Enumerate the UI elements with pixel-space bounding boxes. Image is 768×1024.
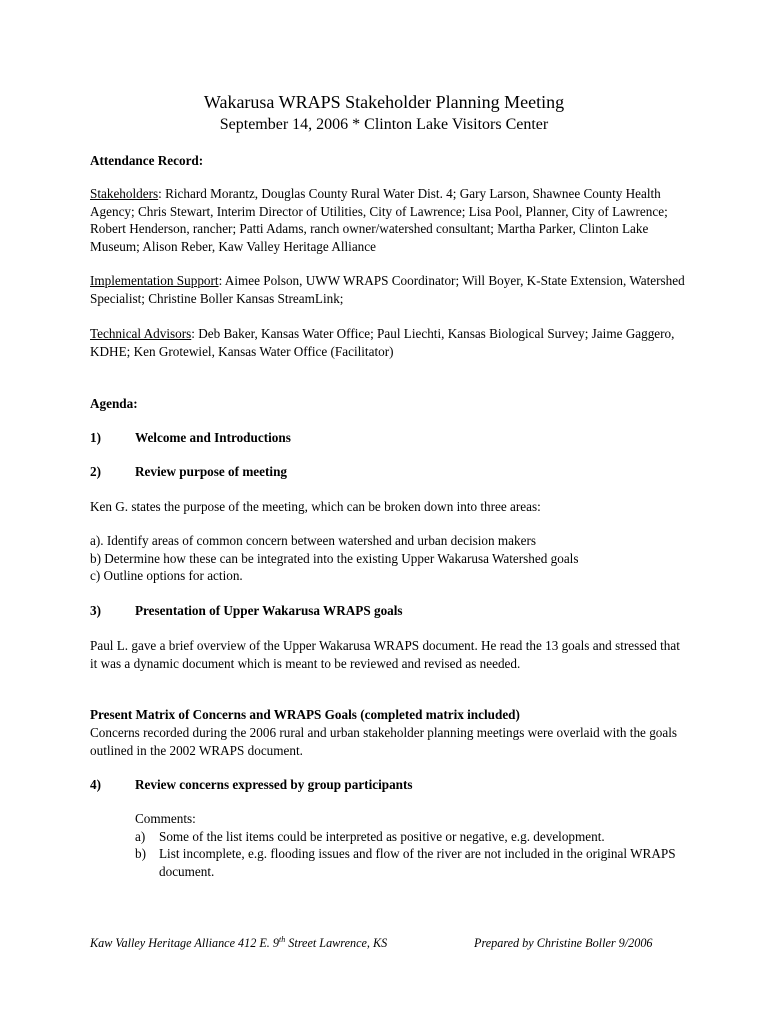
support-label: Implementation Support [90,273,219,288]
agenda-item-2 [90,463,690,481]
purpose-item-a: a). Identify areas of common concern between watershed and urban decision makers [90,533,536,548]
comment-item-a [135,828,695,846]
footer-address-start: Kaw Valley Heritage Alliance 412 E. 9 [90,936,279,950]
attendance-heading: Attendance Record: [90,153,204,168]
comments-label: Comments: [135,811,196,826]
support-text: : Aimee Polson, UWW WRAPS Coordinator; Will Boyer, K-State Extension, Watershed Specialist; Christine Boller Kansas StreamLink; [90,273,685,306]
agenda-item-1-number: 1) [90,430,101,445]
advisors-paragraph [90,325,690,360]
agenda-item-3-number: 3) [90,603,101,618]
agenda-item-1 [90,429,690,447]
purpose-intro: Ken G. states the purpose of the meeting, which can be broken down into three areas: [90,499,541,514]
purpose-item-b: b) Determine how these can be integrated into the existing Upper Wakarusa Watershed goals [90,550,579,566]
comment-item-b [135,845,695,880]
agenda-item-4-title: Review concerns expressed by group participants [135,777,413,792]
agenda-item-2-title: Review purpose of meeting [135,464,287,479]
comment-a-text: Some of the list items could be interpreted as positive or negative, e.g. development. [159,828,605,844]
agenda-item-4 [90,776,690,794]
agenda-item-1-title: Welcome and Introductions [135,430,291,445]
page-title: Wakarusa WRAPS Stakeholder Planning Meeting [203,92,565,112]
advisors-text: : Deb Baker, Kansas Water Office; Paul Liechti, Kansas Biological Survey; Jaime Gaggero, KDHE; Ken Grotewiel, Kansas Water Office (Facilitator) [90,326,675,359]
matrix-heading: Present Matrix of Concerns and WRAPS Goals (completed matrix included) [90,707,520,722]
comment-b-label: b) [135,846,146,862]
comment-b-text: List incomplete, e.g. flooding issues and flow of the river are not included in the original WRAPS document. [159,846,676,879]
footer-address [90,935,387,951]
agenda-item-4-number: 4) [90,777,101,792]
purpose-item-c: c) Outline options for action. [90,568,243,584]
advisors-label: Technical Advisors [90,326,192,341]
agenda-item-3-title: Presentation of Upper Wakarusa WRAPS goals [135,603,403,618]
stakeholders-label: Stakeholders [90,186,159,201]
footer-address-ordinal: th [279,934,286,944]
agenda-item-3 [90,602,690,620]
agenda-item-2-number: 2) [90,464,101,479]
purpose-list [90,532,690,585]
comment-a-label: a) [135,828,146,844]
support-paragraph [90,272,690,307]
comments-block [135,810,695,880]
footer-address-end: Street Lawrence, KS [285,936,388,950]
stakeholders-text: : Richard Morantz, Douglas County Rural Water Dist. 4; Gary Larson, Shawnee County Health Agency; Chris Stewart, Interim Director of Utilities, City of Lawrence; Lisa Pool, Planner, City of Lawrence; Robert Henderson, rancher; Patti Adams, ranch owner/watershed consultant; Martha Parker, Clinton Lake Museum; Alison Reber, Kaw Valley Heritage Alliance [90,186,668,254]
footer-prepared-by: Prepared by Christine Boller 9/2006 [474,936,653,950]
stakeholders-paragraph [90,185,690,255]
agenda-heading: Agenda: [90,396,138,411]
item-3-paragraph: Paul L. gave a brief overview of the Upper Wakarusa WRAPS document. He read the 13 goals and stressed that it was a dynamic document which is meant to be reviewed and revised as needed. [90,638,680,671]
matrix-paragraph: Concerns recorded during the 2006 rural and urban stakeholder planning meetings were overlaid with the goals outlined in the 2002 WRAPS document. [90,725,678,758]
page-subtitle: September 14, 2006 * Clinton Lake Visitors Center [219,116,549,133]
